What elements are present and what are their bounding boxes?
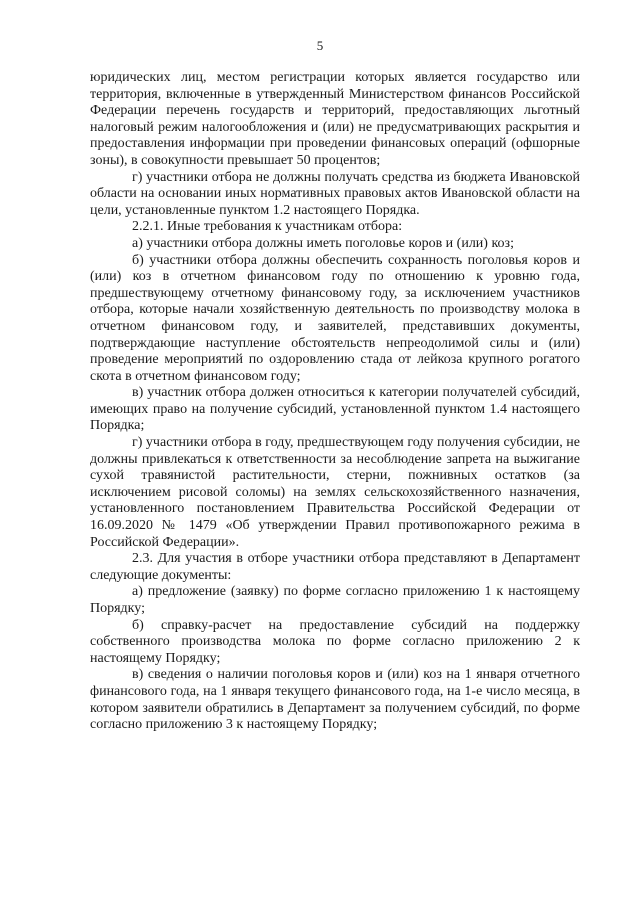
paragraph-item-g-fire-safety: г) участники отбора в году, предшествующем году получения субсидии, не должны привлекаться к ответственности за несоблюдение запрета на выжигание сухой травянистой растительности, стерни, пожнивных остатков (за исключением рисовой соломы) на землях сельскохозяйственного назначения, установленного постановлением Правительства Российской Федерации от 16.09.2020 № 1479 «Об утверждении Правил противопожарного режима в Российской Федерации». xyxy=(90,435,580,550)
paragraph-doc-v-livestock-info: в) сведения о наличии поголовья коров и (или) коз на 1 января отчетного финансового года, на 1 января текущего финансового года, на 1-е число месяца, в котором заявители обратились в Департамент за получением субсидий, по форме согласно приложению 3 к настоящему Порядку; xyxy=(90,667,580,733)
paragraph-doc-b-calculation: б) справку-расчет на предоставление субсидий на поддержку собственного производства молока по форме согласно приложению 2 к настоящему Порядку; xyxy=(90,617,580,666)
paragraph-2-3-documents: 2.3. Для участия в отборе участники отбора представляют в Департамент следующие документы: xyxy=(90,551,580,583)
document-body xyxy=(90,70,580,734)
paragraph-doc-a-application: а) предложение (заявку) по форме согласно приложению 1 к настоящему Порядку; xyxy=(90,584,580,616)
paragraph-item-g-budget: г) участники отбора не должны получать средства из бюджета Ивановской области на основании иных нормативных правовых актов Ивановской области на цели, установленные пунктом 1.2 настоящего Порядка. xyxy=(90,169,580,218)
paragraph-item-v-category: в) участник отбора должен относиться к категории получателей субсидий, имеющих право на получение субсидий, установленной пунктом 1.4 настоящего Порядка; xyxy=(90,385,580,434)
paragraph-item-b-preservation: б) участники отбора должны обеспечить сохранность поголовья коров и (или) коз в отчетном финансовом году по отношению к уровню года, предшествующему отчетному финансовому году, за исключением участников отбора, которые начали хозяйственную деятельность по производству молока в отчетном финансовом году, и заявителей, представивших документы, подтверждающие наступление обстоятельств непреодолимой силы и (или) проведение мероприятий по оздоровлению стада от лейкоза крупного рогатого скота в отчетном финансовом году; xyxy=(90,252,580,384)
page-number: 5 xyxy=(316,38,324,53)
paragraph-item-a-livestock: а) участники отбора должны иметь поголовье коров и (или) коз; xyxy=(132,235,514,251)
paragraph-2-2-1-heading: 2.2.1. Иные требования к участникам отбора: xyxy=(132,219,403,235)
paragraph-offshore-continuation: юридических лиц, местом регистрации которых является государство или территория, включенные в утвержденный Министерством финансов Российской Федерации перечень государств и территорий, предоставляющих льготный налоговый режим налогообложения и (или) не предусматривающих раскрытия и предоставления информации при проведении финансовых операций (офшорные зоны), в совокупности превышает 50 процентов; xyxy=(90,70,580,168)
